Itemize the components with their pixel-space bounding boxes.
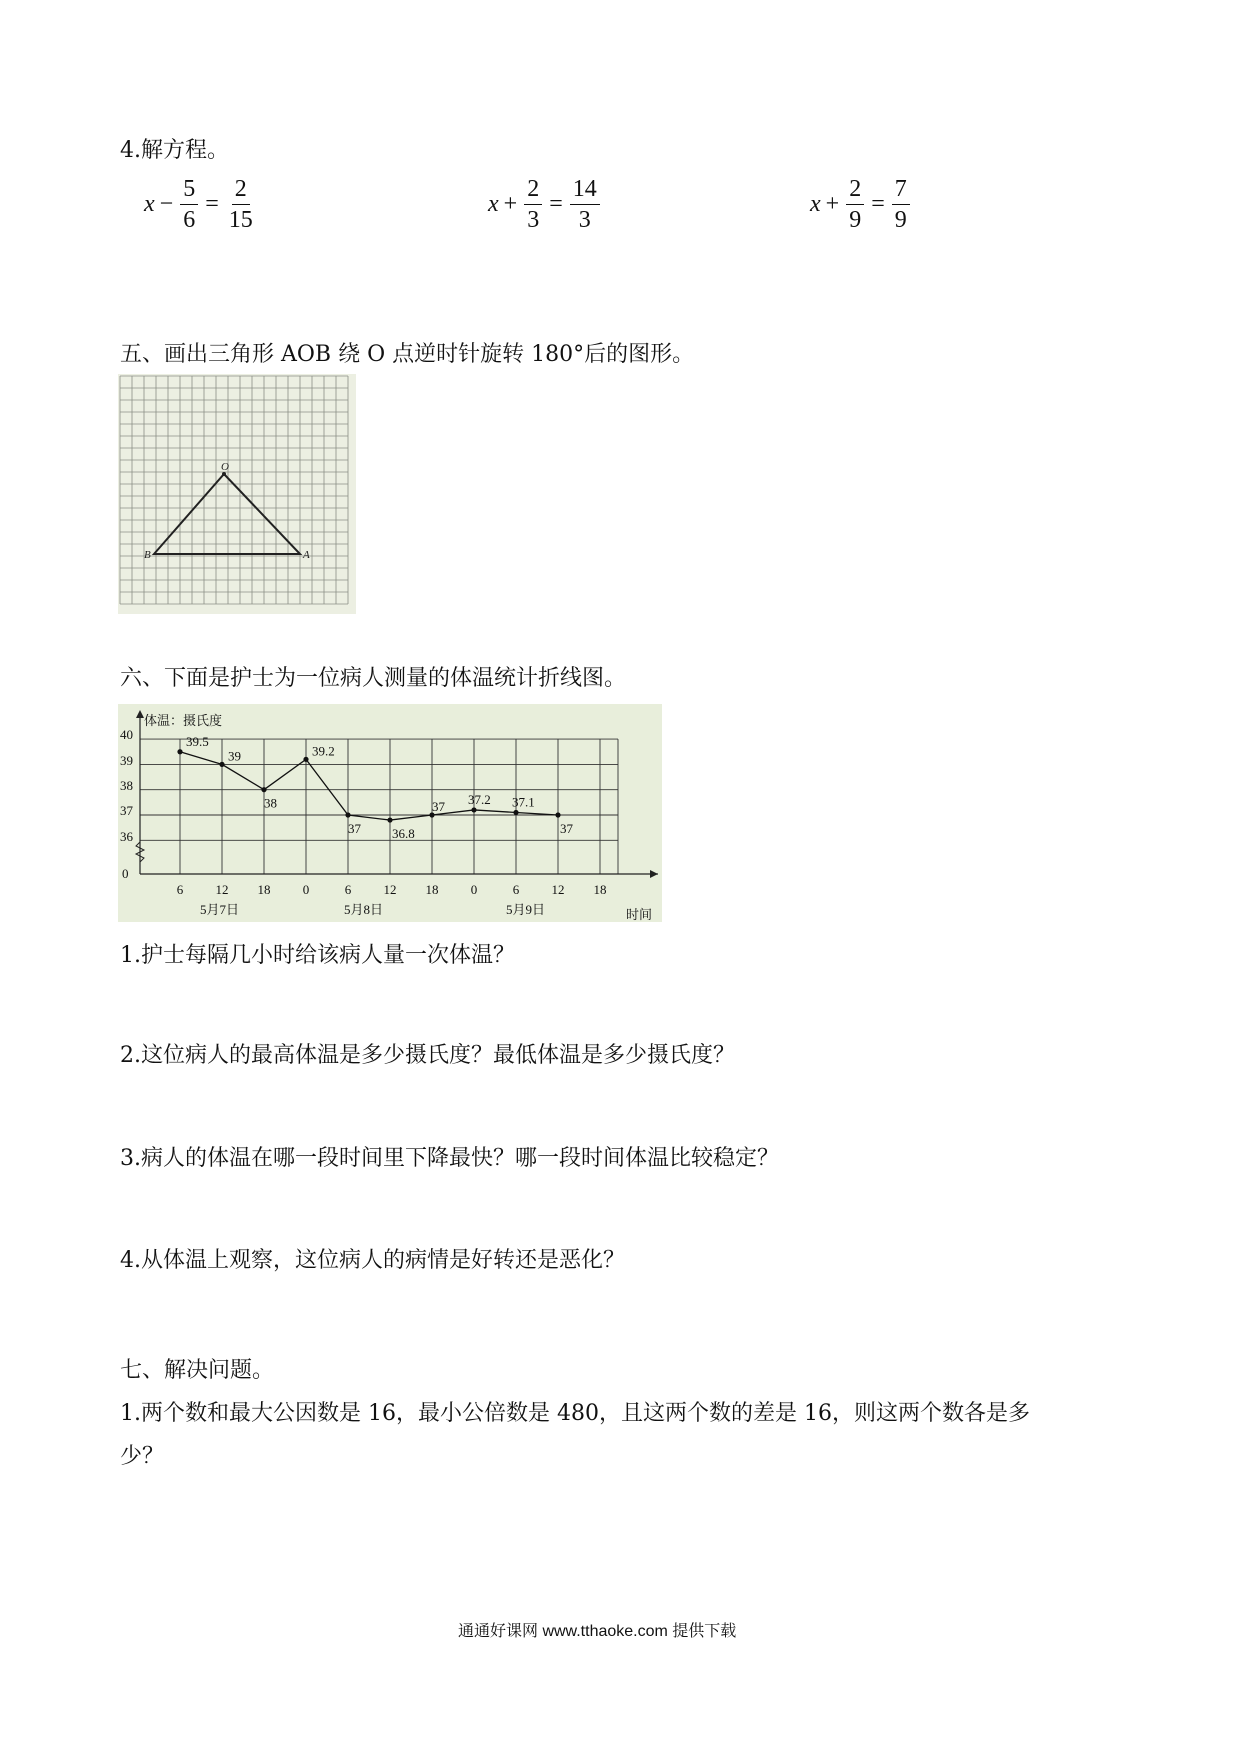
- data-label: 36.8: [392, 826, 415, 842]
- numerator: 2: [232, 176, 250, 205]
- equation-1: [144, 176, 258, 234]
- numerator: 7: [892, 176, 910, 205]
- day-label: 5月7日: [200, 902, 240, 917]
- equation-variable: x: [810, 191, 821, 218]
- denominator: 9: [849, 207, 862, 234]
- equation-3: [810, 176, 912, 234]
- section7-title: 七、解决问题。: [120, 1358, 275, 1383]
- denominator: 3: [578, 207, 591, 234]
- data-point: [303, 757, 308, 762]
- x-axis-label: 时间: [626, 907, 653, 922]
- data-label: 38: [264, 795, 277, 811]
- grid-background: [118, 374, 356, 614]
- question-1: 1.护士每隔几小时给该病人量一次体温？: [120, 943, 515, 968]
- equation-operator: +: [825, 191, 840, 218]
- data-point: [345, 812, 350, 817]
- section5-title: 五、画出三角形 AOB 绕 O 点逆时针旋转 180°后的图形。: [120, 342, 695, 367]
- y-tick-label: 36: [120, 829, 133, 844]
- numerator: 14: [570, 176, 600, 205]
- question-2: 2.这位病人的最高体温是多少摄氏度？最低体温是多少摄氏度？: [120, 1043, 735, 1068]
- x-tick-label: 6: [512, 882, 520, 897]
- denominator: 3: [527, 207, 540, 234]
- section6-title: 六、下面是护士为一位病人测量的体温统计折线图。: [120, 666, 627, 691]
- day-label: 5月9日: [506, 902, 546, 917]
- data-label: 37: [560, 821, 573, 836]
- equals-sign: =: [549, 191, 563, 218]
- label-a: A: [303, 549, 310, 561]
- temperature-line-chart: [118, 704, 662, 922]
- y-tick-label: 40: [120, 727, 133, 742]
- x-tick-label: 0: [470, 882, 478, 897]
- fraction: [570, 176, 600, 234]
- data-label: 37: [348, 821, 361, 836]
- data-label: 39.5: [186, 733, 209, 749]
- denominator: 15: [228, 207, 253, 234]
- fraction: [846, 176, 864, 234]
- data-point: [513, 810, 518, 815]
- x-tick-label: 12: [551, 882, 565, 897]
- x-tick-label: 18: [425, 882, 439, 897]
- numerator: 2: [524, 176, 542, 205]
- data-point: [555, 812, 560, 817]
- y-tick-label: 0: [122, 866, 129, 881]
- fraction: [524, 176, 542, 234]
- question-3: 3.病人的体温在哪一段时间里下降最快？哪一段时间体温比较稳定？: [120, 1146, 779, 1171]
- y-tick-label: 39: [120, 753, 133, 768]
- label-b: B: [144, 549, 151, 561]
- numerator: 5: [180, 176, 198, 205]
- data-label: 37: [432, 799, 445, 814]
- x-tick-label: 18: [257, 882, 271, 897]
- y-tick-label: 37: [120, 803, 133, 818]
- fraction: [892, 176, 910, 234]
- equals-sign: =: [205, 191, 219, 218]
- x-tick-label: 12: [383, 882, 397, 897]
- data-label: 39: [228, 748, 241, 764]
- x-tick-label: 18: [593, 882, 607, 897]
- data-point: [387, 817, 392, 822]
- x-tick-label: 0: [302, 882, 310, 897]
- equation-variable: x: [488, 191, 499, 218]
- footer-text: 通通好课网 www.tthaoke.com 提供下载: [458, 1623, 737, 1640]
- data-label: 37.1: [512, 794, 535, 810]
- data-label: 39.2: [312, 743, 335, 759]
- problem-1-line-1: 1.两个数和最大公因数是 16，最小公倍数是 480，且这两个数的差是 16，则这两个数各是多: [120, 1401, 1030, 1426]
- data-point: [219, 762, 224, 767]
- section4-title: 4.解方程。: [120, 138, 229, 163]
- label-o: O: [221, 461, 229, 473]
- problem-1-line-2: 少？: [120, 1444, 165, 1469]
- equation-operator: −: [159, 191, 174, 218]
- equals-sign: =: [871, 191, 885, 218]
- equation-variable: x: [144, 191, 155, 218]
- denominator: 9: [894, 207, 907, 234]
- x-tick-label: 6: [176, 882, 184, 897]
- fraction: [180, 176, 198, 234]
- data-point: [471, 807, 476, 812]
- equation-operator: +: [503, 191, 518, 218]
- data-point: [177, 749, 182, 754]
- day-label: 5月8日: [344, 902, 384, 917]
- rotation-grid-figure: [118, 374, 356, 614]
- data-point: [261, 787, 266, 792]
- numerator: 2: [846, 176, 864, 205]
- data-label: 37.2: [468, 791, 491, 807]
- equation-2: [488, 176, 602, 234]
- fraction: [226, 176, 256, 234]
- x-tick-label: 6: [344, 882, 352, 897]
- y-tick-label: 38: [120, 778, 133, 793]
- denominator: 6: [183, 207, 196, 234]
- x-tick-label: 12: [215, 882, 229, 897]
- question-4: 4.从体温上观察，这位病人的病情是好转还是恶化？: [120, 1248, 625, 1273]
- y-axis-label: 体温：摄氏度: [144, 713, 223, 728]
